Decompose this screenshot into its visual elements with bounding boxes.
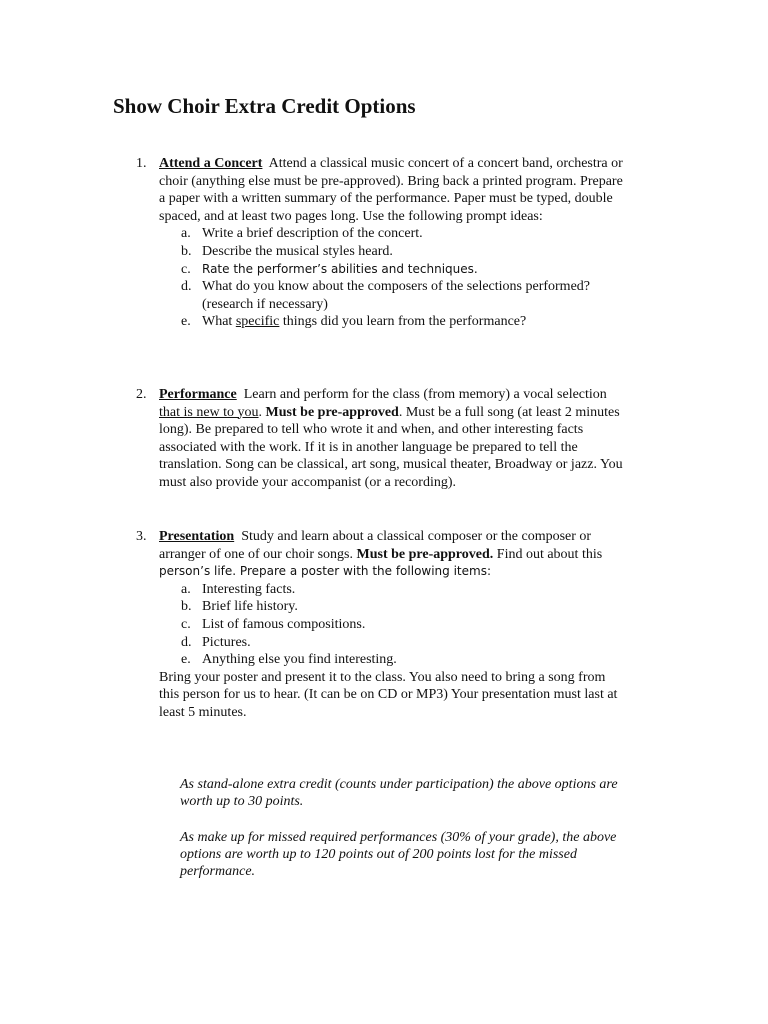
list-text: What [202,314,236,330]
option-number: 2. [136,387,147,402]
option-heading: Presentation [159,529,235,544]
list-text: List of famous compositions. [202,616,366,632]
option-text: . Must be a full song (at least 2 minutes long). Be prepared to tell who wrote it and when, and other interesting facts associated with the work. If it is in another language be prepared to tell the translation. Song can be classical, art song, musical theater, Broadway or jazz. You must also provide your accompanist (or a recording). [159,404,623,490]
option-heading: Attend a Concert [159,156,263,171]
list-item [159,225,629,243]
option-number: 3. [136,529,147,544]
list-letter: d. [181,634,192,650]
makeup-note: As make up for missed required performances (30% of your grade), the above options are worth up to 120 points out of 200 points lost for the missed performance. [180,830,617,879]
option-text: Find out about this [493,546,603,562]
list-item [159,634,629,652]
list-text: Write a brief description of the concert. [202,226,423,242]
list-item [159,278,629,313]
list-text: What do you know about the composers of the selections performed? (research if necessary) [202,279,591,312]
list-letter: a. [181,226,191,242]
option-number: 1. [136,156,147,171]
option-text: Study and learn about a classical composer or the composer or arranger of one of our choir songs. [159,529,592,562]
option-text-emphasis: that is new to you [159,404,259,420]
list-item [159,243,629,261]
list-letter: d. [181,279,192,295]
list-item [159,313,629,331]
option-body [159,528,629,722]
list-item [159,651,629,669]
option-text: Learn and perform for the class (from memory) a vocal selection [243,387,607,402]
option-heading: Performance [159,387,237,402]
list-text: Describe the musical styles heard. [202,243,393,259]
list-text: things did you learn from the performance? [279,314,527,330]
list-letter: c. [181,261,191,277]
option-text-bold: Must be pre-approved. [356,546,494,562]
list-letter: c. [181,616,191,632]
list-text: Rate the performer’s abilities and techniques. [202,261,478,276]
option-closing: Bring your poster and present it to the class. You also need to bring a song from this person for us to hear. (It can be on CD or MP3) Your presentation must last at least 5 minutes. [159,669,618,720]
list-item [159,581,629,599]
list-text: Pictures. [202,634,251,650]
list-text: Brief life history. [202,599,298,615]
list-item [159,598,629,616]
option-text-bold: Must be pre-approved [265,404,399,420]
option-description [159,528,629,581]
option-body [159,155,629,331]
option-text: . [258,404,266,420]
list-letter: e. [181,314,191,330]
option-body [159,386,629,492]
option-text: person’s life. Prepare a poster with the following items: [159,564,491,579]
list-item [159,261,629,279]
list-text-emphasis: specific [235,314,280,330]
option-text: Attend a classical music concert of a concert band, orchestra or choir (anything else must be pre-approved). Bring back a printed program. Prepare a paper with a written summary of the performance. Paper must be typed, double spaced, and at least two pages long. Use the following prompt ideas: [159,156,623,224]
option-description [159,386,629,492]
option-description [159,155,629,225]
list-text: Anything else you find interesting. [202,652,397,668]
list-text: Interesting facts. [202,581,296,597]
list-letter: b. [181,243,192,259]
document-title: Show Choir Extra Credit Options [113,94,416,118]
list-letter: b. [181,599,192,615]
list-item [159,616,629,634]
list-letter: a. [181,581,191,597]
poster-items-list [159,581,629,669]
list-letter: e. [181,652,191,668]
extra-credit-note: As stand-alone extra credit (counts under participation) the above options are worth up to 30 points. [180,777,618,809]
prompt-list [159,225,629,331]
